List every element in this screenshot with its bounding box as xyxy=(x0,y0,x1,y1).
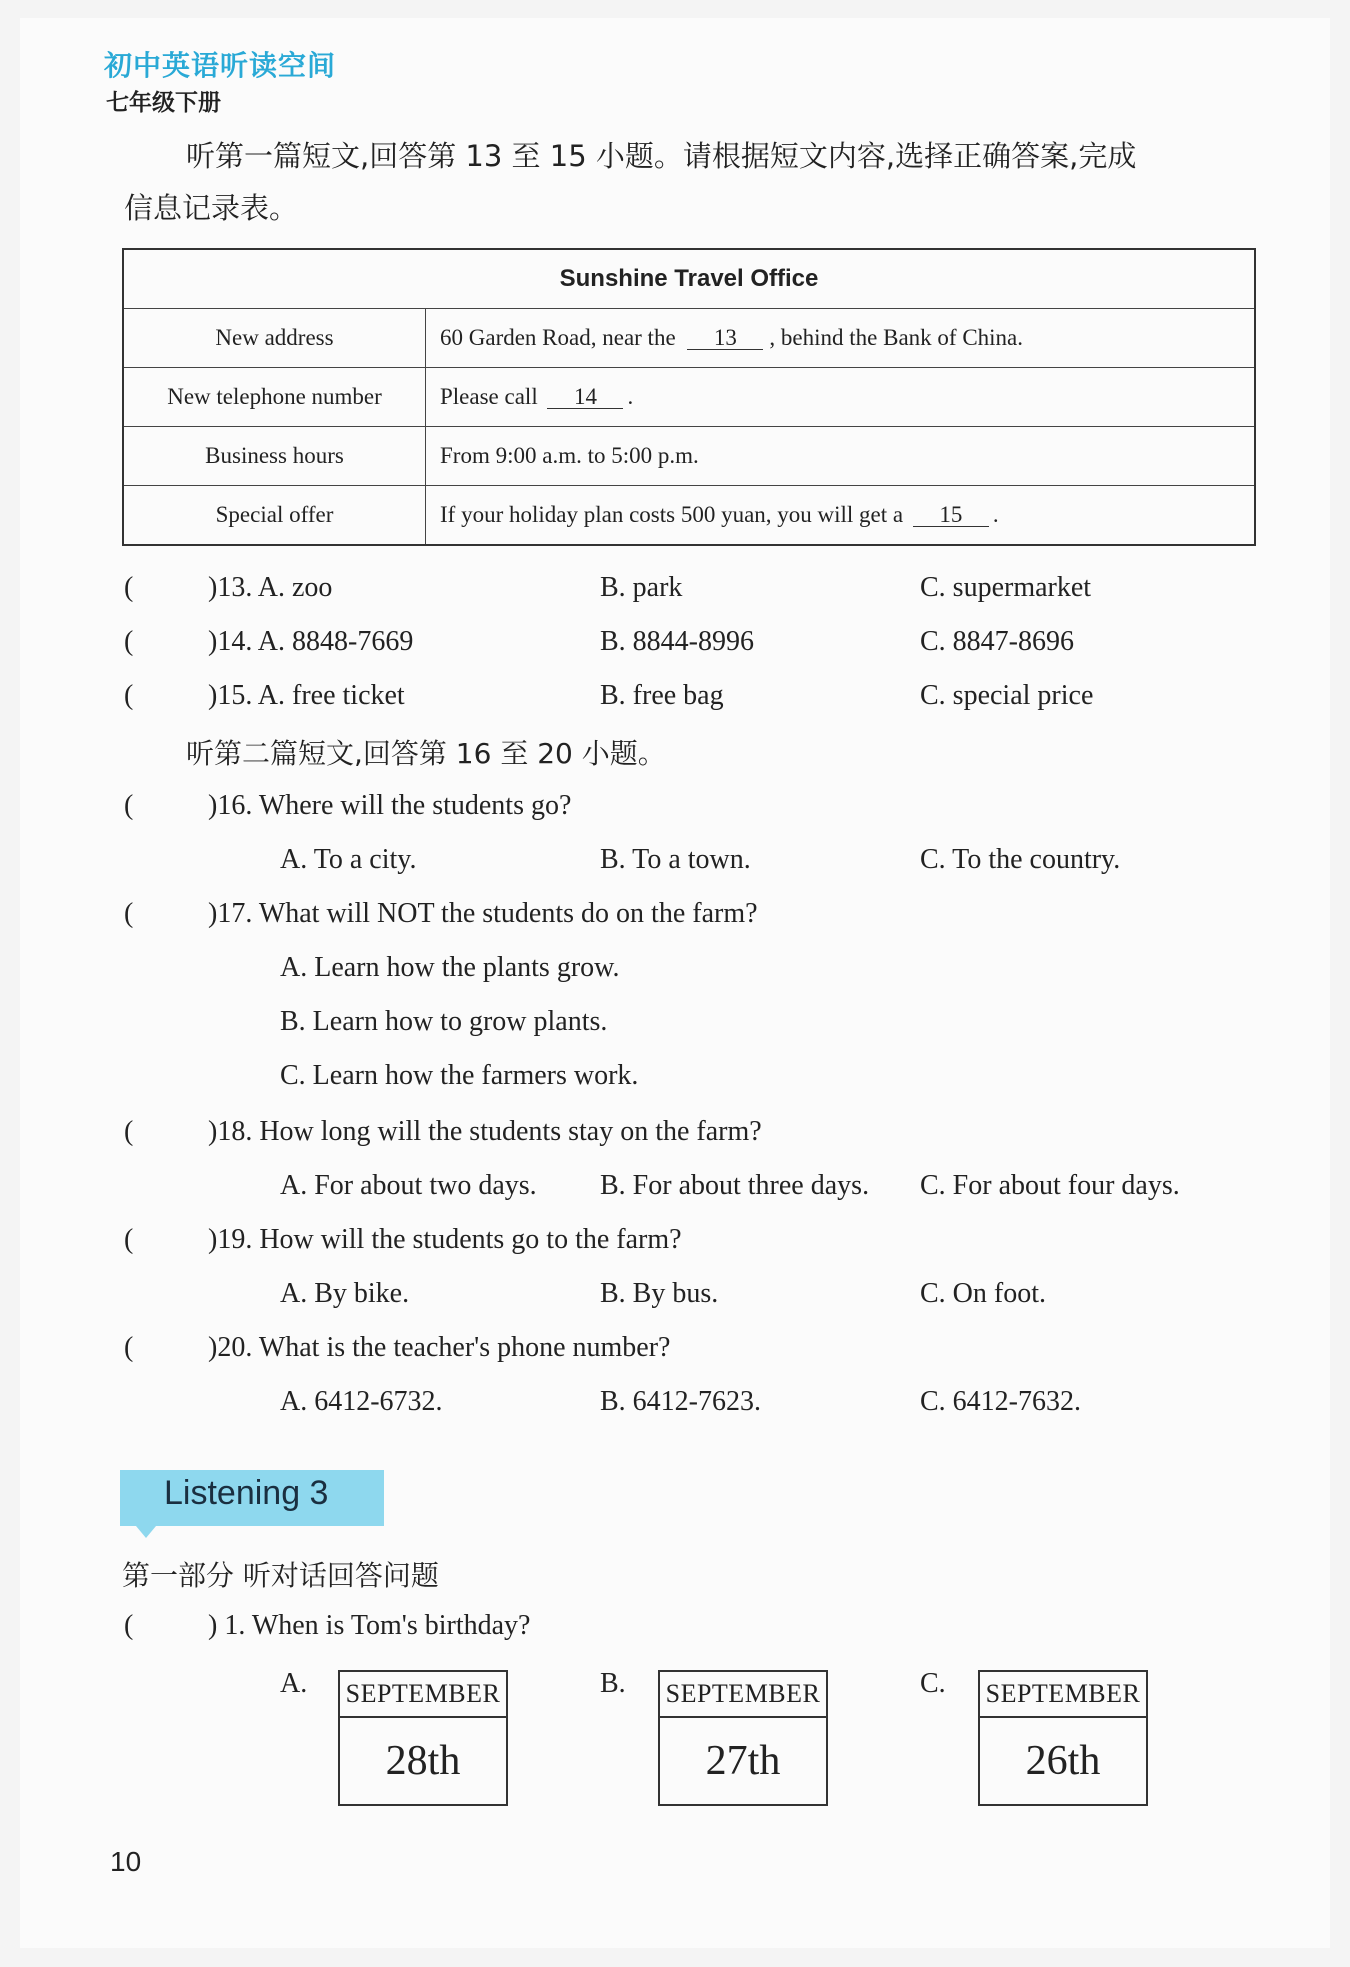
question-stem: )20. What is the teacher's phone number? xyxy=(208,1332,671,1363)
table-title: Sunshine Travel Office xyxy=(123,249,1255,309)
page-number: 10 xyxy=(110,1846,142,1877)
answer-paren-open[interactable]: ( xyxy=(124,572,134,603)
option-c: C. 6412-7632. xyxy=(920,1386,1081,1417)
option-b: B. 8844-8996 xyxy=(600,626,754,657)
grade-label: 七年级下册 xyxy=(106,89,221,116)
row-value xyxy=(426,309,1256,368)
answer-paren-open[interactable]: ( xyxy=(124,790,134,821)
row-text-post: , behind the Bank of China. xyxy=(769,325,1024,350)
row-label: New address xyxy=(123,309,426,368)
question-stem: )16. Where will the students go? xyxy=(208,790,572,821)
part-title: 第一部分 听对话回答问题 xyxy=(122,1559,439,1592)
answer-paren-open[interactable]: ( xyxy=(124,1116,134,1147)
calendar-option-b[interactable] xyxy=(658,1670,828,1806)
question-stem: )17. What will NOT the students do on the farm? xyxy=(208,898,758,929)
answer-blank-14[interactable]: 14 xyxy=(547,386,623,409)
answer-blank-15[interactable]: 15 xyxy=(913,504,989,527)
answer-paren-open[interactable]: ( xyxy=(124,898,134,929)
option-c: C. Learn how the farmers work. xyxy=(280,1060,639,1091)
answer-paren-open[interactable]: ( xyxy=(124,680,134,711)
question-stem: )15. A. free ticket xyxy=(208,680,405,711)
question-stem: ) 1. When is Tom's birthday? xyxy=(208,1610,531,1641)
calendar-day: 27th xyxy=(705,1738,781,1784)
row-value: From 9:00 a.m. to 5:00 p.m. xyxy=(426,427,1256,486)
section2-instruction: 听第二篇短文,回答第 16 至 20 小题。 xyxy=(186,737,666,770)
option-b: B. park xyxy=(600,572,683,603)
option-b: B. By bus. xyxy=(600,1278,719,1309)
option-a: A. For about two days. xyxy=(280,1170,537,1201)
option-b: B. free bag xyxy=(600,680,724,711)
option-b: B. 6412-7623. xyxy=(600,1386,761,1417)
calendar-month: SEPTEMBER xyxy=(980,1672,1146,1718)
instruction-line1: 听第一篇短文,回答第 13 至 15 小题。请根据短文内容,选择正确答案,完成 xyxy=(186,139,1137,173)
option-a: A. By bike. xyxy=(280,1278,410,1309)
option-c: C. supermarket xyxy=(920,572,1092,603)
book-title: 初中英语听读空间 xyxy=(104,49,337,82)
option-letter: A. xyxy=(280,1668,308,1699)
option-c: C. 8847-8696 xyxy=(920,626,1074,657)
option-a: A. To a city. xyxy=(280,844,417,875)
answer-blank-13[interactable]: 13 xyxy=(687,327,763,350)
option-c: C. On foot. xyxy=(920,1278,1046,1309)
question-stem: )19. How will the students go to the farm? xyxy=(208,1224,682,1255)
option-letter: B. xyxy=(600,1668,626,1699)
table-row xyxy=(123,427,1255,486)
table-row xyxy=(123,368,1255,427)
calendar-month: SEPTEMBER xyxy=(340,1672,506,1718)
answer-paren-open[interactable]: ( xyxy=(124,626,134,657)
row-label: Special offer xyxy=(123,486,426,546)
listening-tag-label: Listening 3 xyxy=(164,1474,329,1512)
option-b: B. For about three days. xyxy=(600,1170,870,1201)
calendar-day: 26th xyxy=(1025,1738,1101,1784)
row-text-post: . xyxy=(992,502,999,527)
row-text: If your holiday plan costs 500 yuan, you will get a xyxy=(440,502,904,527)
row-value xyxy=(426,368,1256,427)
row-text: Please call xyxy=(440,384,538,409)
answer-paren-open[interactable]: ( xyxy=(124,1332,134,1363)
option-c: C. For about four days. xyxy=(920,1170,1180,1201)
option-c: C. To the country. xyxy=(920,844,1121,875)
question-stem: )14. A. 8848-7669 xyxy=(208,626,414,657)
calendar-month: SEPTEMBER xyxy=(660,1672,826,1718)
option-letter: C. xyxy=(920,1668,946,1699)
instruction-line2: 信息记录表。 xyxy=(124,191,299,225)
calendar-option-c[interactable] xyxy=(978,1670,1148,1806)
row-text: 60 Garden Road, near the xyxy=(440,325,676,350)
calendar-day: 28th xyxy=(385,1738,461,1784)
option-a: A. Learn how the plants grow. xyxy=(280,952,620,983)
option-a: A. 6412-6732. xyxy=(280,1386,443,1417)
info-record-table xyxy=(122,248,1256,546)
row-label: Business hours xyxy=(123,427,426,486)
table-row xyxy=(123,486,1255,546)
option-b: B. To a town. xyxy=(600,844,751,875)
row-label: New telephone number xyxy=(123,368,426,427)
calendar-option-a[interactable] xyxy=(338,1670,508,1806)
option-c: C. special price xyxy=(920,680,1094,711)
tag-pointer xyxy=(136,1526,156,1538)
row-text-post: . xyxy=(627,384,634,409)
question-stem: )18. How long will the students stay on the farm? xyxy=(208,1116,762,1147)
table-row xyxy=(123,309,1255,368)
answer-paren-open[interactable]: ( xyxy=(124,1224,134,1255)
answer-paren-open[interactable]: ( xyxy=(124,1610,134,1641)
option-b: B. Learn how to grow plants. xyxy=(280,1006,608,1037)
row-value xyxy=(426,486,1256,546)
question-stem: )13. A. zoo xyxy=(208,572,333,603)
